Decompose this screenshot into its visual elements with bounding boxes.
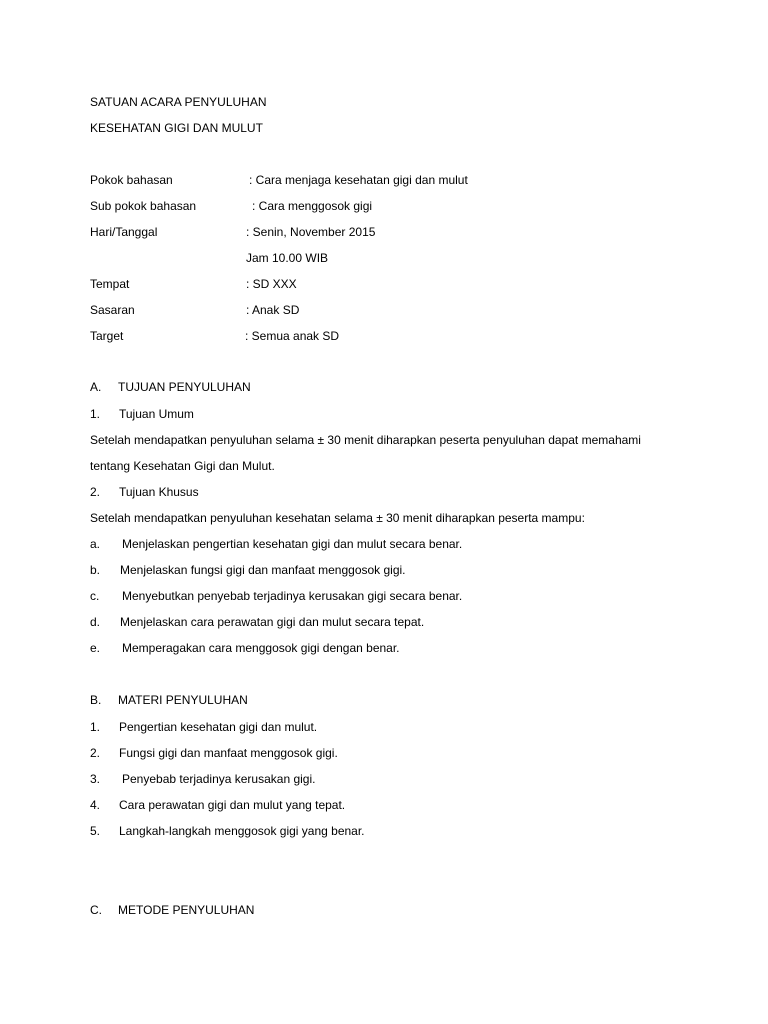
materi-item-text: Fungsi gigi dan manfaat menggosok gigi.	[119, 746, 338, 760]
tujuan-khusus-item-text: Menjelaskan cara perawatan gigi dan mulut secara tepat.	[120, 615, 425, 629]
tujuan-khusus-item-letter: b.	[90, 563, 101, 577]
info-label-hari-tanggal: Hari/Tanggal	[90, 225, 158, 239]
tujuan-khusus-item-letter: a.	[90, 537, 101, 551]
document-title: SATUAN ACARA PENYULUHAN	[90, 95, 267, 109]
info-label-tempat: Tempat	[90, 277, 130, 291]
tujuan-khusus-item-text: Menyebutkan penyebab terjadinya kerusakan gigi secara benar.	[122, 589, 463, 603]
materi-item-text: Cara perawatan gigi dan mulut yang tepat.	[119, 798, 346, 812]
info-value-jam: Jam 10.00 WIB	[246, 251, 329, 265]
section-b-heading: MATERI PENYULUHAN	[118, 693, 248, 707]
info-value-tempat: : SD XXX	[246, 277, 297, 291]
tujuan-khusus-item-text: Memperagakan cara menggosok gigi dengan benar.	[122, 641, 400, 655]
materi-item-text: Penyebab terjadinya kerusakan gigi.	[122, 772, 316, 786]
info-value-hari-tanggal: : Senin, November 2015	[246, 225, 376, 239]
materi-item-number: 4.	[90, 798, 101, 812]
info-label-target: Target	[90, 329, 124, 343]
info-label-sub-pokok-bahasan: Sub pokok bahasan	[90, 199, 197, 213]
info-label-sasaran: Sasaran	[90, 303, 135, 317]
section-c-heading: METODE PENYULUHAN	[118, 903, 255, 917]
materi-item-number: 2.	[90, 746, 101, 760]
tujuan-umum-number: 1.	[90, 407, 101, 421]
materi-item-text: Langkah-langkah menggosok gigi yang benar.	[119, 824, 365, 838]
info-value-sub-pokok-bahasan: : Cara menggosok gigi	[252, 199, 373, 213]
tujuan-umum-text-line-1: Setelah mendapatkan penyuluhan selama ± 30 menit diharapkan peserta penyuluhan dapat memahami	[90, 433, 641, 447]
tujuan-khusus-title: Tujuan Khusus	[119, 485, 199, 499]
document-subtitle: KESEHATAN GIGI DAN MULUT	[90, 121, 263, 135]
tujuan-umum-text-line-2: tentang Kesehatan Gigi dan Mulut.	[90, 459, 275, 473]
info-label-pokok-bahasan: Pokok bahasan	[90, 173, 173, 187]
tujuan-khusus-item-letter: c.	[90, 589, 100, 603]
materi-item-number: 5.	[90, 824, 101, 838]
section-c-letter: C.	[90, 903, 102, 917]
tujuan-umum-title: Tujuan Umum	[119, 407, 194, 421]
materi-item-text: Pengertian kesehatan gigi dan mulut.	[119, 720, 318, 734]
section-a-letter: A.	[90, 380, 102, 394]
tujuan-khusus-intro: Setelah mendapatkan penyuluhan kesehatan selama ± 30 menit diharapkan peserta mampu:	[90, 511, 585, 525]
info-value-pokok-bahasan: : Cara menjaga kesehatan gigi dan mulut	[249, 173, 468, 187]
tujuan-khusus-item-text: Menjelaskan pengertian kesehatan gigi dan mulut secara benar.	[122, 537, 463, 551]
info-value-target: : Semua anak SD	[245, 329, 340, 343]
materi-item-number: 1.	[90, 720, 101, 734]
info-value-sasaran: : Anak SD	[246, 303, 300, 317]
section-b-letter: B.	[90, 693, 102, 707]
tujuan-khusus-number: 2.	[90, 485, 101, 499]
tujuan-khusus-item-letter: e.	[90, 641, 101, 655]
section-a-heading: TUJUAN PENYULUHAN	[118, 380, 251, 394]
tujuan-khusus-item-letter: d.	[90, 615, 101, 629]
tujuan-khusus-item-text: Menjelaskan fungsi gigi dan manfaat menggosok gigi.	[120, 563, 406, 577]
materi-item-number: 3.	[90, 772, 101, 786]
